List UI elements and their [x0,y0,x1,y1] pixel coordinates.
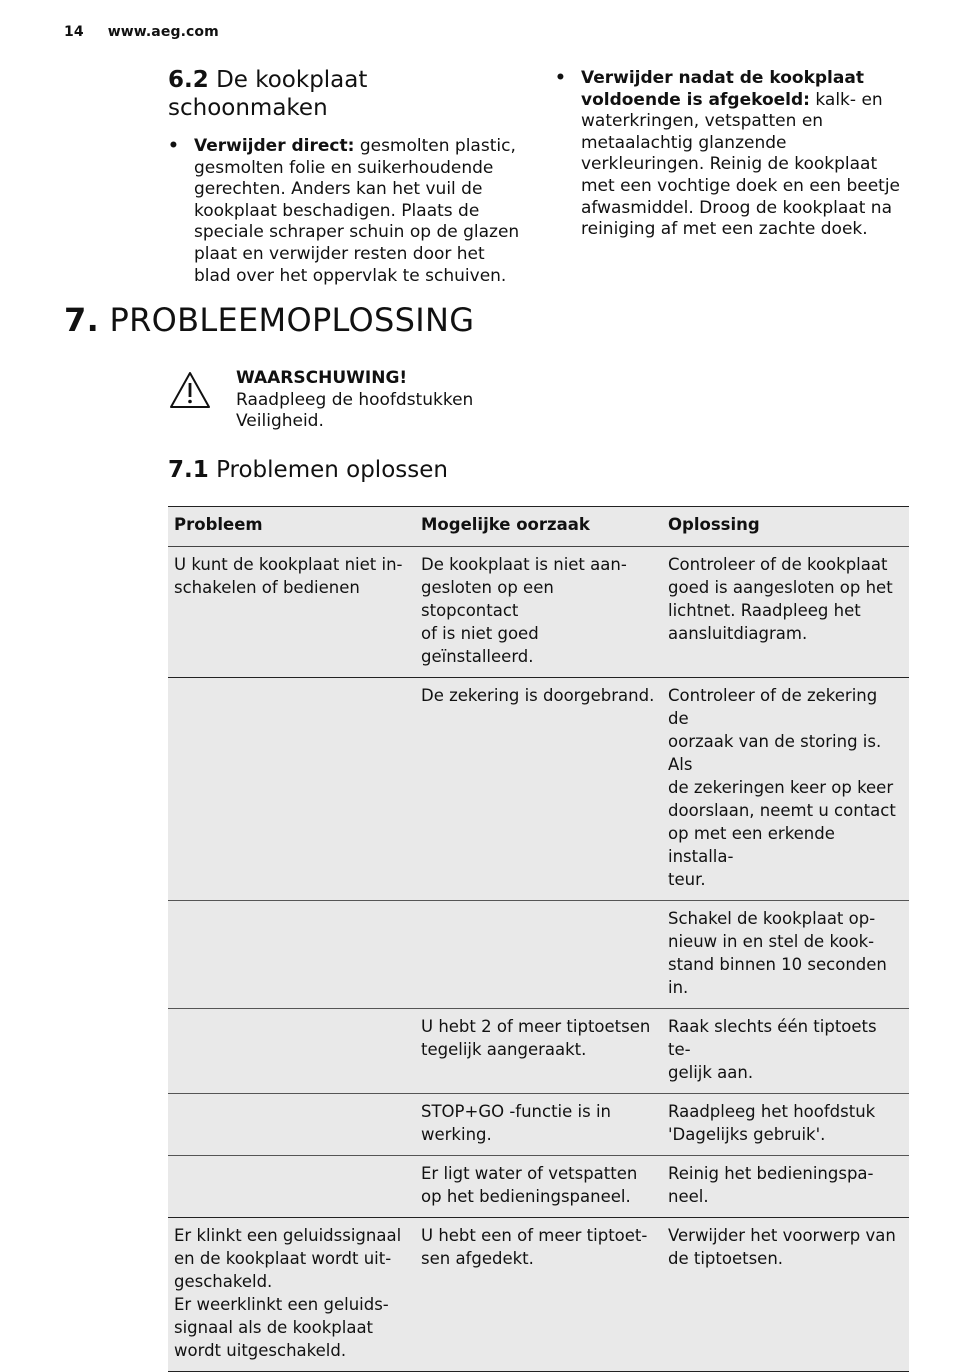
column-header-cause: Mogelijke oorzaak [415,507,662,547]
cell-problem [168,678,415,901]
bullet-lead: voldoende is afgekoeld: [581,89,810,110]
cell-text-line: Schakel de kookplaat op- [668,909,876,928]
cell-problem [168,1156,415,1218]
cell-cause [415,1156,662,1218]
bullet-text-line: kookplaat beschadigen. Plaats de [194,200,480,221]
cell-text-line: goed is aangesloten op het [668,578,893,597]
warning-triangle-icon [168,370,212,410]
cell-solution [662,678,909,901]
chapter-heading [64,300,474,340]
cell-cause [415,678,662,901]
table-row [168,901,909,1009]
cell-text-line: aansluitdiagram. [668,624,808,643]
cell-text-line: Raak slechts één tiptoets te- [668,1017,877,1059]
page-header [64,24,219,40]
cell-text-line: in. [668,978,689,997]
cell-text-line: Reinig het bedieningspa- [668,1164,874,1183]
cell-text-line: de zekeringen keer op keer [668,778,894,797]
cell-solution [662,547,909,678]
cell-text-line: de tiptoetsen. [668,1249,784,1268]
cell-text-line: Controleer of de kookplaat [668,555,888,574]
cell-text-line: U hebt een of meer tiptoet- [421,1226,648,1245]
cell-problem [168,1009,415,1094]
section-number: 7.1 [168,457,209,483]
cell-text-line: Er ligt water of vetspatten [421,1164,638,1183]
bullet-text-line: reiniging af met een zachte doek. [581,219,868,240]
cell-text-line: gesloten op een stopcontact [421,578,554,620]
bullet-text-line: kalk- en [809,89,883,110]
section-6-2-continued [555,66,915,241]
cell-problem [168,1218,415,1372]
section-title-line2: schoonmaken [168,95,328,121]
page-number: 14 [64,24,84,40]
cell-text-line: Er klinkt een geluidssignaal [174,1226,402,1245]
column-header-problem: Probleem [168,507,415,547]
bullet-icon: • [555,68,566,88]
cell-text-line: teur. [668,870,706,889]
table-row [168,678,909,901]
cell-cause [415,547,662,678]
cell-text-line: neel. [668,1187,709,1206]
section-number: 6.2 [168,67,209,93]
bullet-text-line: met een vochtige doek en een beetje [581,175,900,196]
cell-cause [415,901,662,1009]
bullet-text-line: waterkringen, vetspatten en [581,111,824,132]
cell-solution [662,1156,909,1218]
cell-text-line: of is niet goed geïnstalleerd. [421,624,539,666]
cell-problem [168,901,415,1009]
table-row [168,1009,909,1094]
bullet-item-cooled [555,68,915,241]
cell-text-line: Controleer of de zekering de [668,686,878,728]
bullet-text-line: gesmolten plastic, [354,136,516,156]
cell-solution [662,1094,909,1156]
cell-cause [415,1218,662,1372]
table-body [168,547,909,1372]
chapter-number: 7. [64,301,100,339]
cell-text-line: tegelijk aangeraakt. [421,1040,587,1059]
cell-solution [662,1218,909,1372]
cell-text-line: 'Dagelijks gebruik'. [668,1125,826,1144]
website-url[interactable]: www.aeg.com [107,24,219,40]
bullet-text-line: speciale schraper schuin op de glazen [194,222,520,243]
table-row [168,547,909,678]
cell-solution [662,901,909,1009]
bullet-lead: Verwijder nadat de kookplaat [581,68,864,88]
bullet-text-line: metaalachtig glanzende [581,132,787,153]
bullet-text-line: gerechten. Anders kan het vuil de [194,179,483,200]
bullet-text-line: plaat en verwijder resten door het [194,243,485,264]
cell-text-line: wordt uitgeschakeld. [174,1341,347,1360]
cell-text-line: sen afgedekt. [421,1249,534,1268]
section-6-2-heading [168,66,528,122]
cell-text-line: oorzaak van de storing is. Als [668,732,882,774]
chapter-title: PROBLEEMOPLOSSING [109,301,475,339]
cell-text-line: U kunt de kookplaat niet in- [174,555,403,574]
table-row [168,1156,909,1218]
section-title-line1: De kookplaat [216,67,368,93]
cell-text-line: op het bedieningspaneel. [421,1187,631,1206]
cell-text-line: De zekering is doorgebrand. [421,686,655,705]
cell-text-line: en de kookplaat wordt uit- [174,1249,392,1268]
cell-text-line: lichtnet. Raadpleeg het [668,601,861,620]
warning-box [168,368,528,433]
bullet-item-direct [168,136,528,287]
cell-text-line: De kookplaat is niet aan- [421,555,627,574]
section-7-1-heading [168,456,448,484]
cell-text-line: Er weerklinkt een geluids- [174,1295,389,1314]
cell-text-line: U hebt 2 of meer tiptoetsen [421,1017,651,1036]
troubleshooting-table [168,506,909,1372]
cell-solution [662,1009,909,1094]
cell-text-line: doorslaan, neemt u contact [668,801,896,820]
bullet-text-line: gesmolten folie en suikerhoudende [194,157,494,178]
cell-cause [415,1009,662,1094]
section-6-2 [168,66,528,287]
table-header-row [168,507,909,547]
cell-cause [415,1094,662,1156]
section-title: Problemen oplossen [216,457,448,483]
cell-text-line: werking. [421,1125,492,1144]
cell-text-line: op met een erkende installa- [668,824,835,866]
table-row [168,1218,909,1372]
column-header-solution: Oplossing [662,507,909,547]
bullet-text-line: afwasmiddel. Droog de kookplaat na [581,197,892,218]
bullet-text-line: verkleuringen. Reinig de kookplaat [581,154,878,175]
cell-text-line: schakelen of bedienen [174,578,360,597]
bullet-text-line: blad over het oppervlak te schuiven. [194,265,507,286]
warning-text-line1: Raadpleeg de hoofdstukken [236,389,474,410]
cell-text-line: gelijk aan. [668,1063,754,1082]
cell-problem [168,1094,415,1156]
cell-text-line: STOP+GO -functie is in [421,1102,611,1121]
bullet-icon: • [168,136,179,156]
bullet-lead: Verwijder direct: [194,136,355,156]
cell-text-line: signaal als de kookplaat [174,1318,374,1337]
cell-problem [168,547,415,678]
cell-text-line: stand binnen 10 seconden [668,955,887,974]
warning-text-line2: Veiligheid. [236,411,324,432]
cell-text-line: nieuw in en stel de kook- [668,932,875,951]
warning-title: WAARSCHUWING! [236,368,408,388]
table-row [168,1094,909,1156]
cell-text-line: Raadpleeg het hoofdstuk [668,1102,876,1121]
cell-text-line: geschakeld. [174,1272,273,1291]
cell-text-line: Verwijder het voorwerp van [668,1226,896,1245]
